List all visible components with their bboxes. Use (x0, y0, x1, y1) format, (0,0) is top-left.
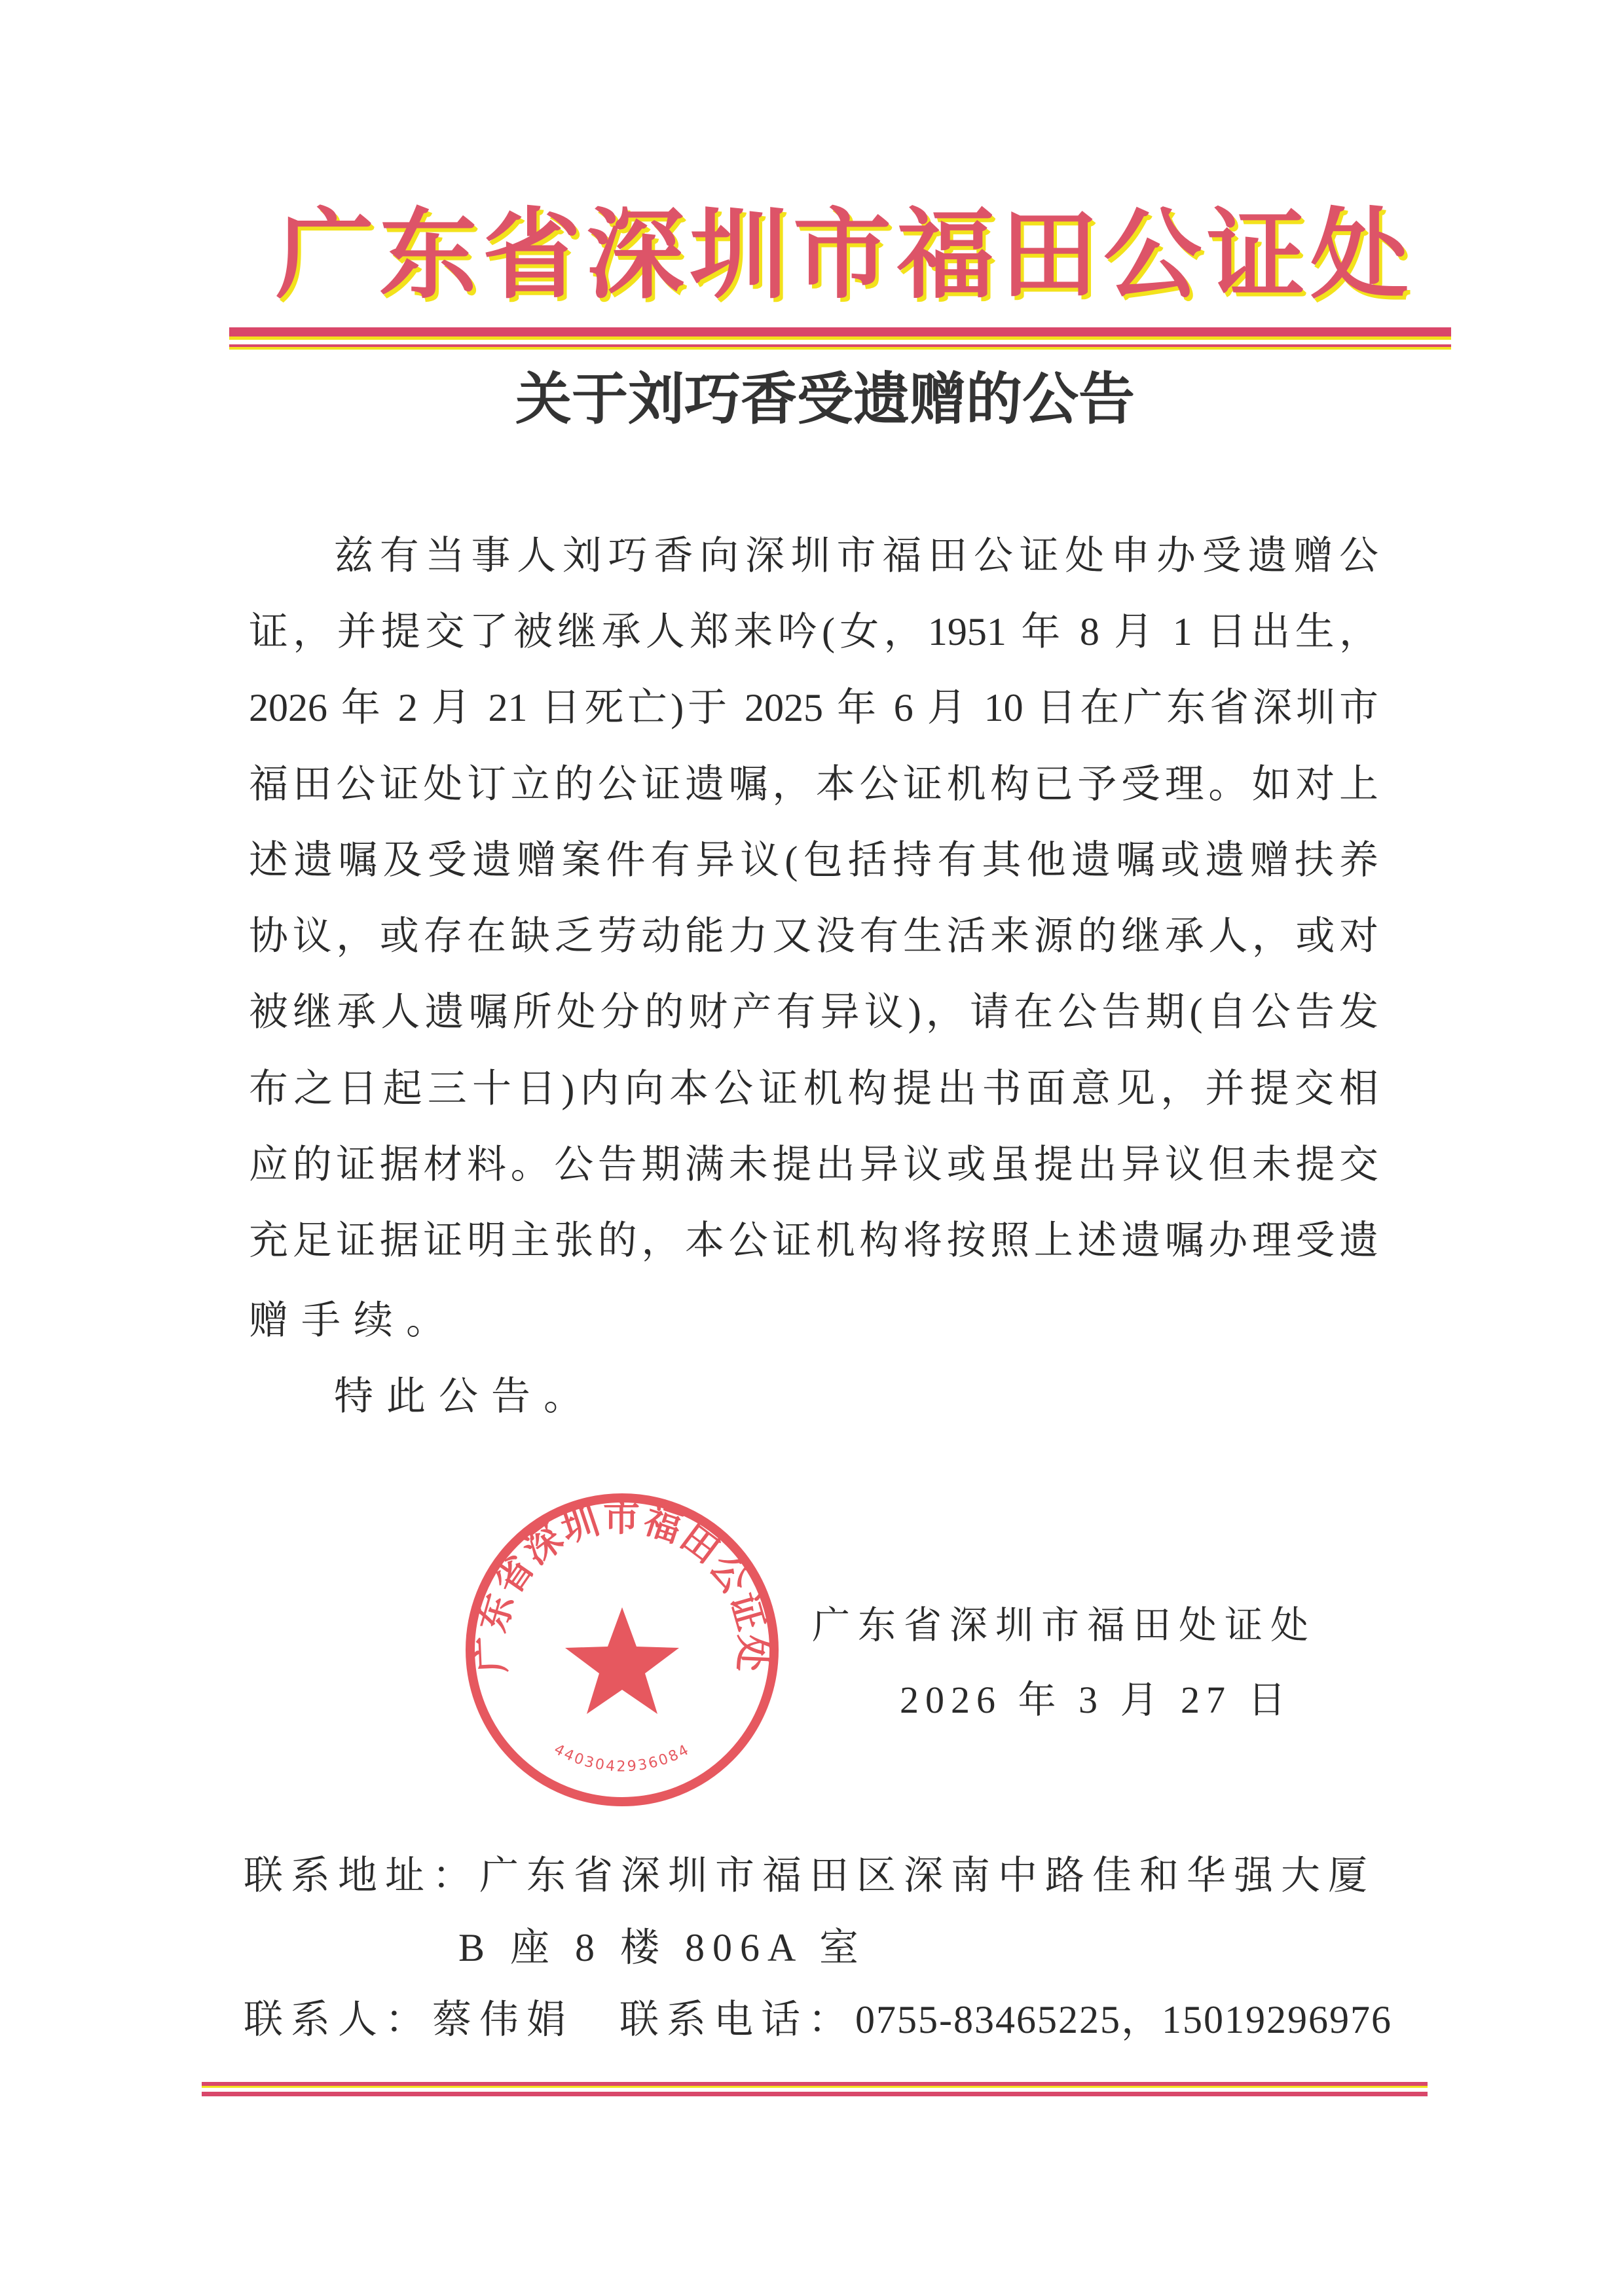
letterhead-rule-thick (229, 327, 1451, 337)
notice-title: 关于刘巧香受遗赠的公告 (515, 368, 1135, 431)
body-line: 2026 年 2 月 21 日死亡)于 2025 年 6 月 10 日在广东省深圳市 (249, 686, 1378, 729)
footer-rule-top (202, 2082, 1428, 2086)
contact-person: 蔡伟娟 (432, 1998, 574, 2041)
body-line: 协议，或存在缺乏劳动能力又没有生活来源的继承人，或对 (249, 915, 1378, 958)
svg-text:4403042936084 (551, 1741, 693, 1776)
address-label: 联系地址： (244, 1854, 479, 1897)
contact-person-phone (244, 1997, 1392, 2043)
seal-star-icon (565, 1607, 679, 1714)
letterhead-organization: 广东省深圳市福田公证处 (275, 198, 1414, 312)
body-line: 证，并提交了被继承人郑来吟(女，1951 年 8 月 1 日出生， (249, 610, 1378, 653)
address-line1: 广东省深圳市福田区深南中路佳和华强大厦 (479, 1854, 1375, 1897)
footer-rule-bottom (202, 2092, 1428, 2096)
seal-ring-text: 广东省深圳市福田公证处 (470, 1497, 775, 1674)
official-seal (458, 1486, 786, 1813)
contact-phone: 0755-83465225，15019296976 (855, 1998, 1392, 2041)
phone-label: 联系电话： (619, 1998, 855, 2041)
body-line: 述遗嘱及受遗赠案件有异议(包括持有其他遗嘱或遗赠扶养 (249, 839, 1378, 882)
body-line: 布之日起三十日)内向本公证机构提出书面意见，并提交相 (249, 1067, 1378, 1110)
body-line: 应的证据材料。公告期满未提出异议或虽提出异议但未提交 (249, 1143, 1378, 1186)
body-line: 被继承人遗嘱所处分的财产有异议)，请在公告期(自公告发 (249, 991, 1378, 1034)
signature-date: 2026 年 3 月 27 日 (900, 1679, 1293, 1721)
closing-text: 特此公告。 (334, 1375, 596, 1418)
body-line: 福田公证处订立的公证遗嘱，本公证机构已予受理。如对上 (249, 763, 1378, 806)
contact-address (244, 1853, 1375, 1899)
body-line: 兹有当事人刘巧香向深圳市福田公证处申办受遗赠公 (334, 534, 1378, 577)
body-line: 赠手续。 (249, 1299, 458, 1342)
address-line2: B 座 8 楼 806A 室 (458, 1926, 867, 1969)
signature-organization: 广东省深圳市福田处证处 (812, 1604, 1317, 1647)
person-label: 联系人： (244, 1998, 432, 2041)
body-line: 充足证据证明主张的，本公证机构将按照上述遗嘱办理受遗 (249, 1219, 1378, 1262)
letterhead-rule-thin (229, 344, 1451, 347)
seal-number: 4403042936084 (551, 1741, 693, 1776)
